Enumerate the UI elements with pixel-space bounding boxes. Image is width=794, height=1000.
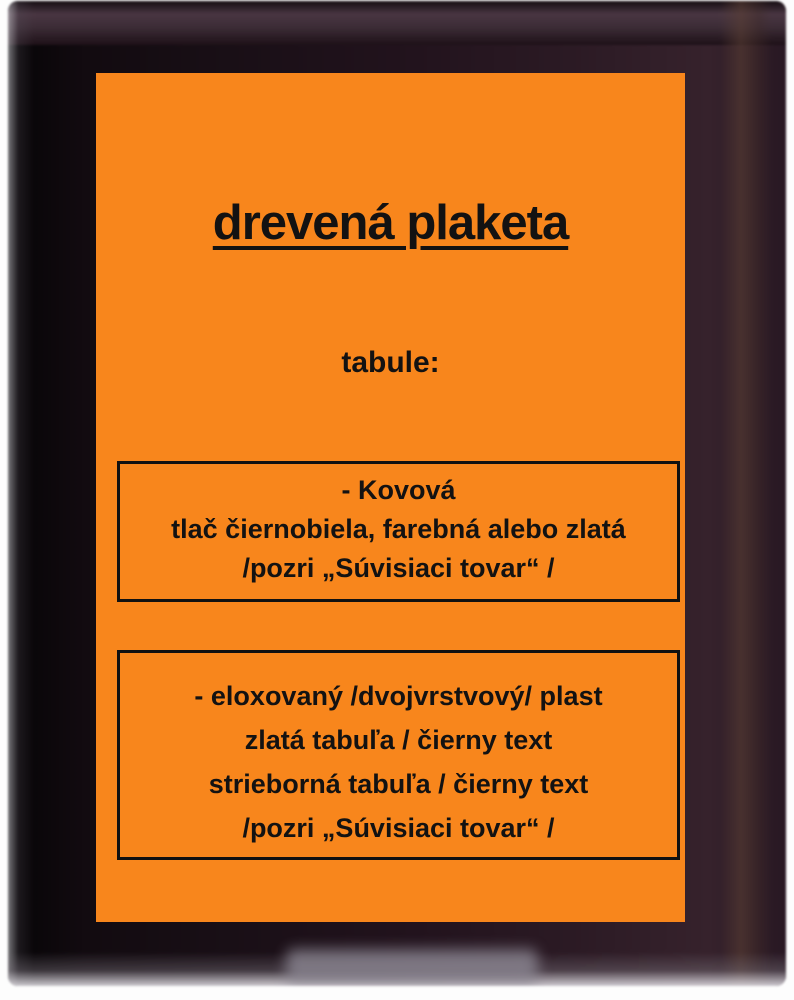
orange-label [96,73,685,922]
plaque-right-bevel [720,1,772,986]
spec-line: /pozri „Súvisiaci tovar“ / [242,813,555,843]
spec-line: zlatá tabuľa / čierny text [244,725,553,755]
spec-line: strieborná tabuľa / čierny text [208,769,589,799]
spec-box-plastic [117,650,680,860]
spec-line: - eloxovaný /dvojvrstvový/ plast [194,681,603,711]
plaque-subtitle: tabule: [341,346,440,379]
spec-line: - Kovová [341,475,456,505]
plaque-top-bevel [8,1,786,45]
plaque-left-edge-highlight [8,1,34,986]
spec-box-metal [117,461,680,602]
plaque-title: drevená plaketa [212,196,569,250]
spec-line: /pozri „Súvisiaci tovar“ / [242,553,555,583]
spec-line: tlač čiernobiela, farebná alebo zlatá [171,514,626,544]
plaque-stand-blur [286,949,538,983]
